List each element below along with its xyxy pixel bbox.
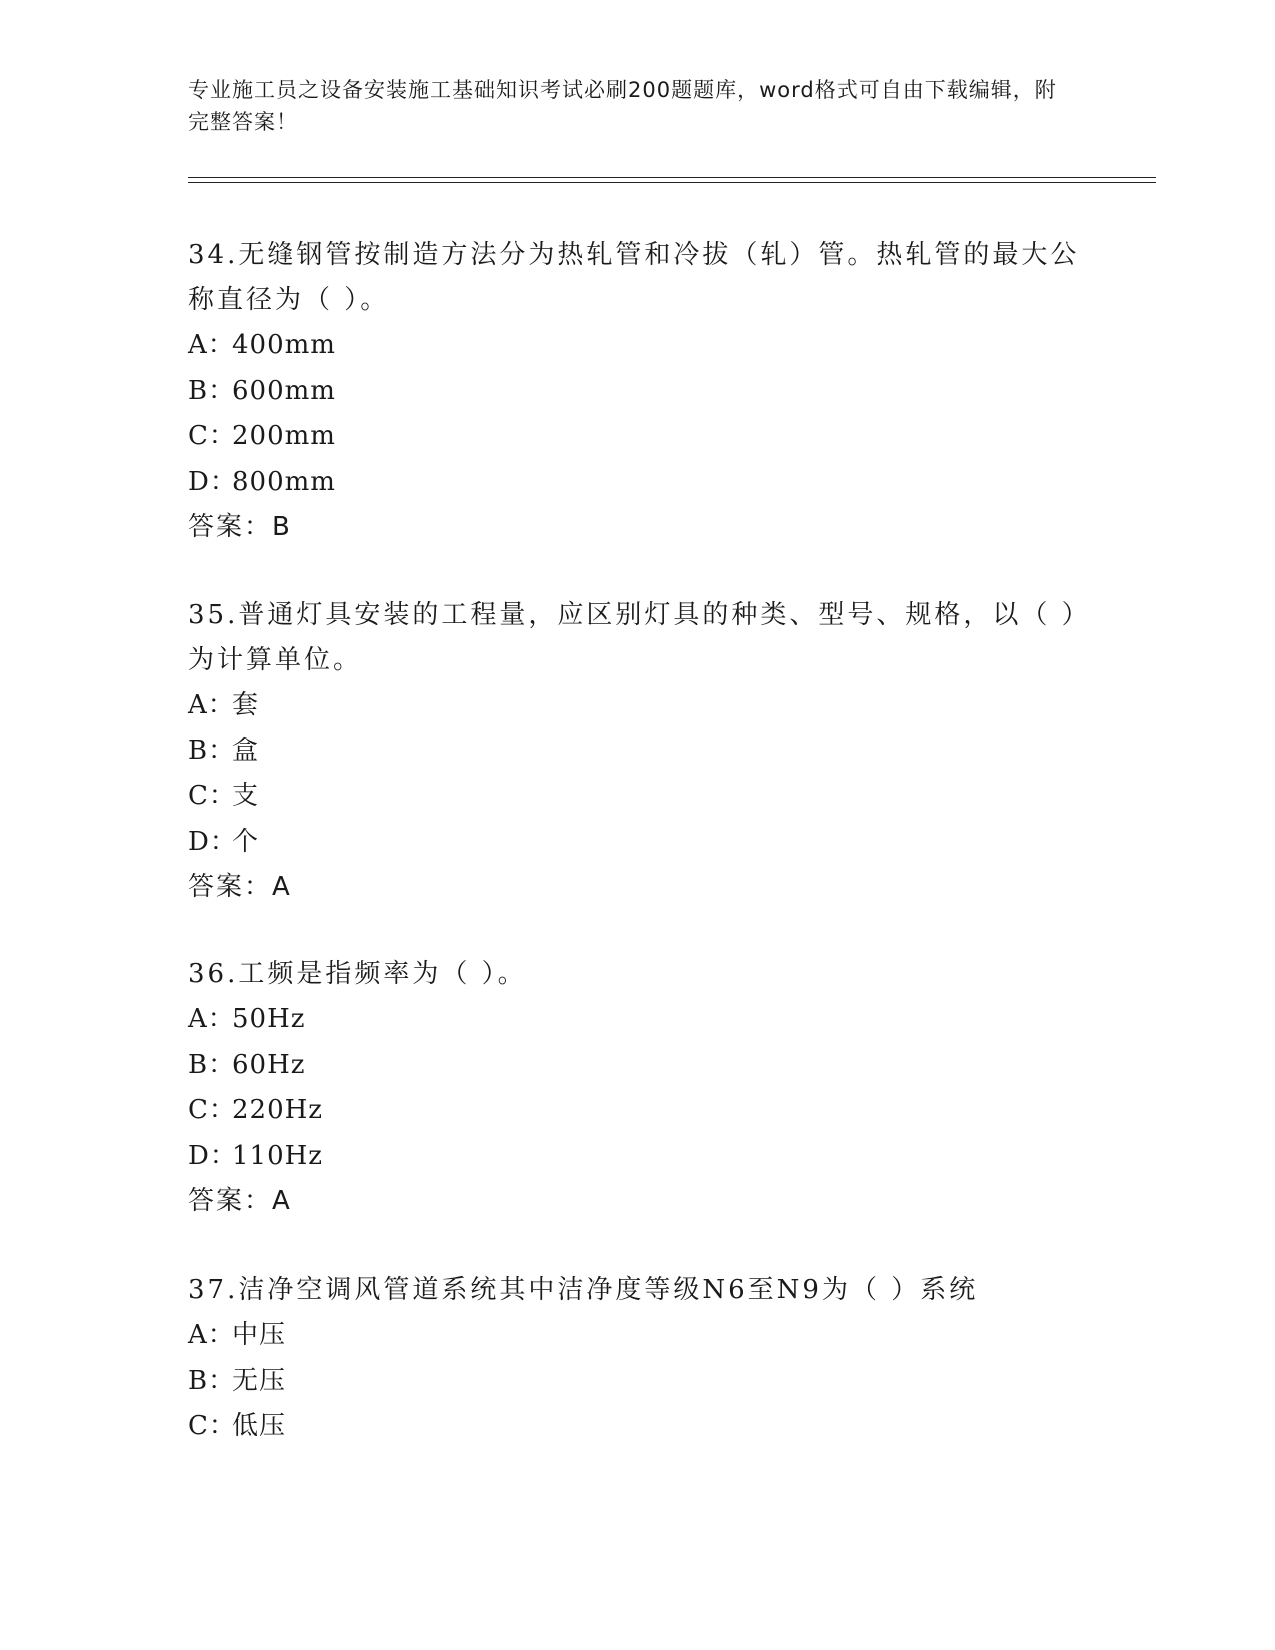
option-a: A：400mm — [188, 330, 336, 360]
answer: 答案：A — [188, 1186, 292, 1216]
question-text: 37.洁净空调风管道系统其中洁净度等级N6至N9为（ ）系统 — [188, 1275, 979, 1305]
question-text: 35.普通灯具安装的工程量，应区别灯具的种类、型号、规格，以（ ）为计算单位。 — [188, 600, 1078, 675]
option-c: C：220Hz — [188, 1095, 323, 1125]
option-b: B：60Hz — [188, 1049, 306, 1080]
question-text: 36.工频是指频率为（ ）。 — [188, 959, 527, 989]
option-c: C：200mm — [188, 421, 336, 451]
question-37 — [188, 1268, 1088, 1450]
option-a: A：50Hz — [188, 1004, 306, 1034]
option-b: B：无压 — [188, 1365, 287, 1396]
option-b: B：600mm — [188, 375, 336, 406]
question-text: 34.无缝钢管按制造方法分为热轧管和冷拔（轧）管。热轧管的最大公称直径为（ ）。 — [188, 240, 1080, 315]
header-divider-bottom — [188, 182, 1156, 183]
option-d: D：800mm — [188, 466, 336, 497]
option-c: C：支 — [188, 781, 260, 811]
document-header: 专业施工员之设备安装施工基础知识考试必刷200题题库，word格式可自由下载编辑，附完整答案！ — [188, 78, 1057, 134]
question-36 — [188, 952, 1088, 1225]
option-a: A：套 — [188, 690, 260, 720]
header-divider-top — [188, 177, 1156, 178]
option-d: D：110Hz — [188, 1140, 323, 1171]
option-a: A：中压 — [188, 1320, 287, 1350]
option-c: C：低压 — [188, 1411, 287, 1441]
question-35 — [188, 593, 1088, 911]
option-b: B：盒 — [188, 735, 260, 766]
question-34 — [188, 233, 1088, 551]
option-d: D：个 — [188, 826, 260, 857]
answer: 答案：A — [188, 872, 292, 902]
answer: 答案：B — [188, 512, 292, 542]
